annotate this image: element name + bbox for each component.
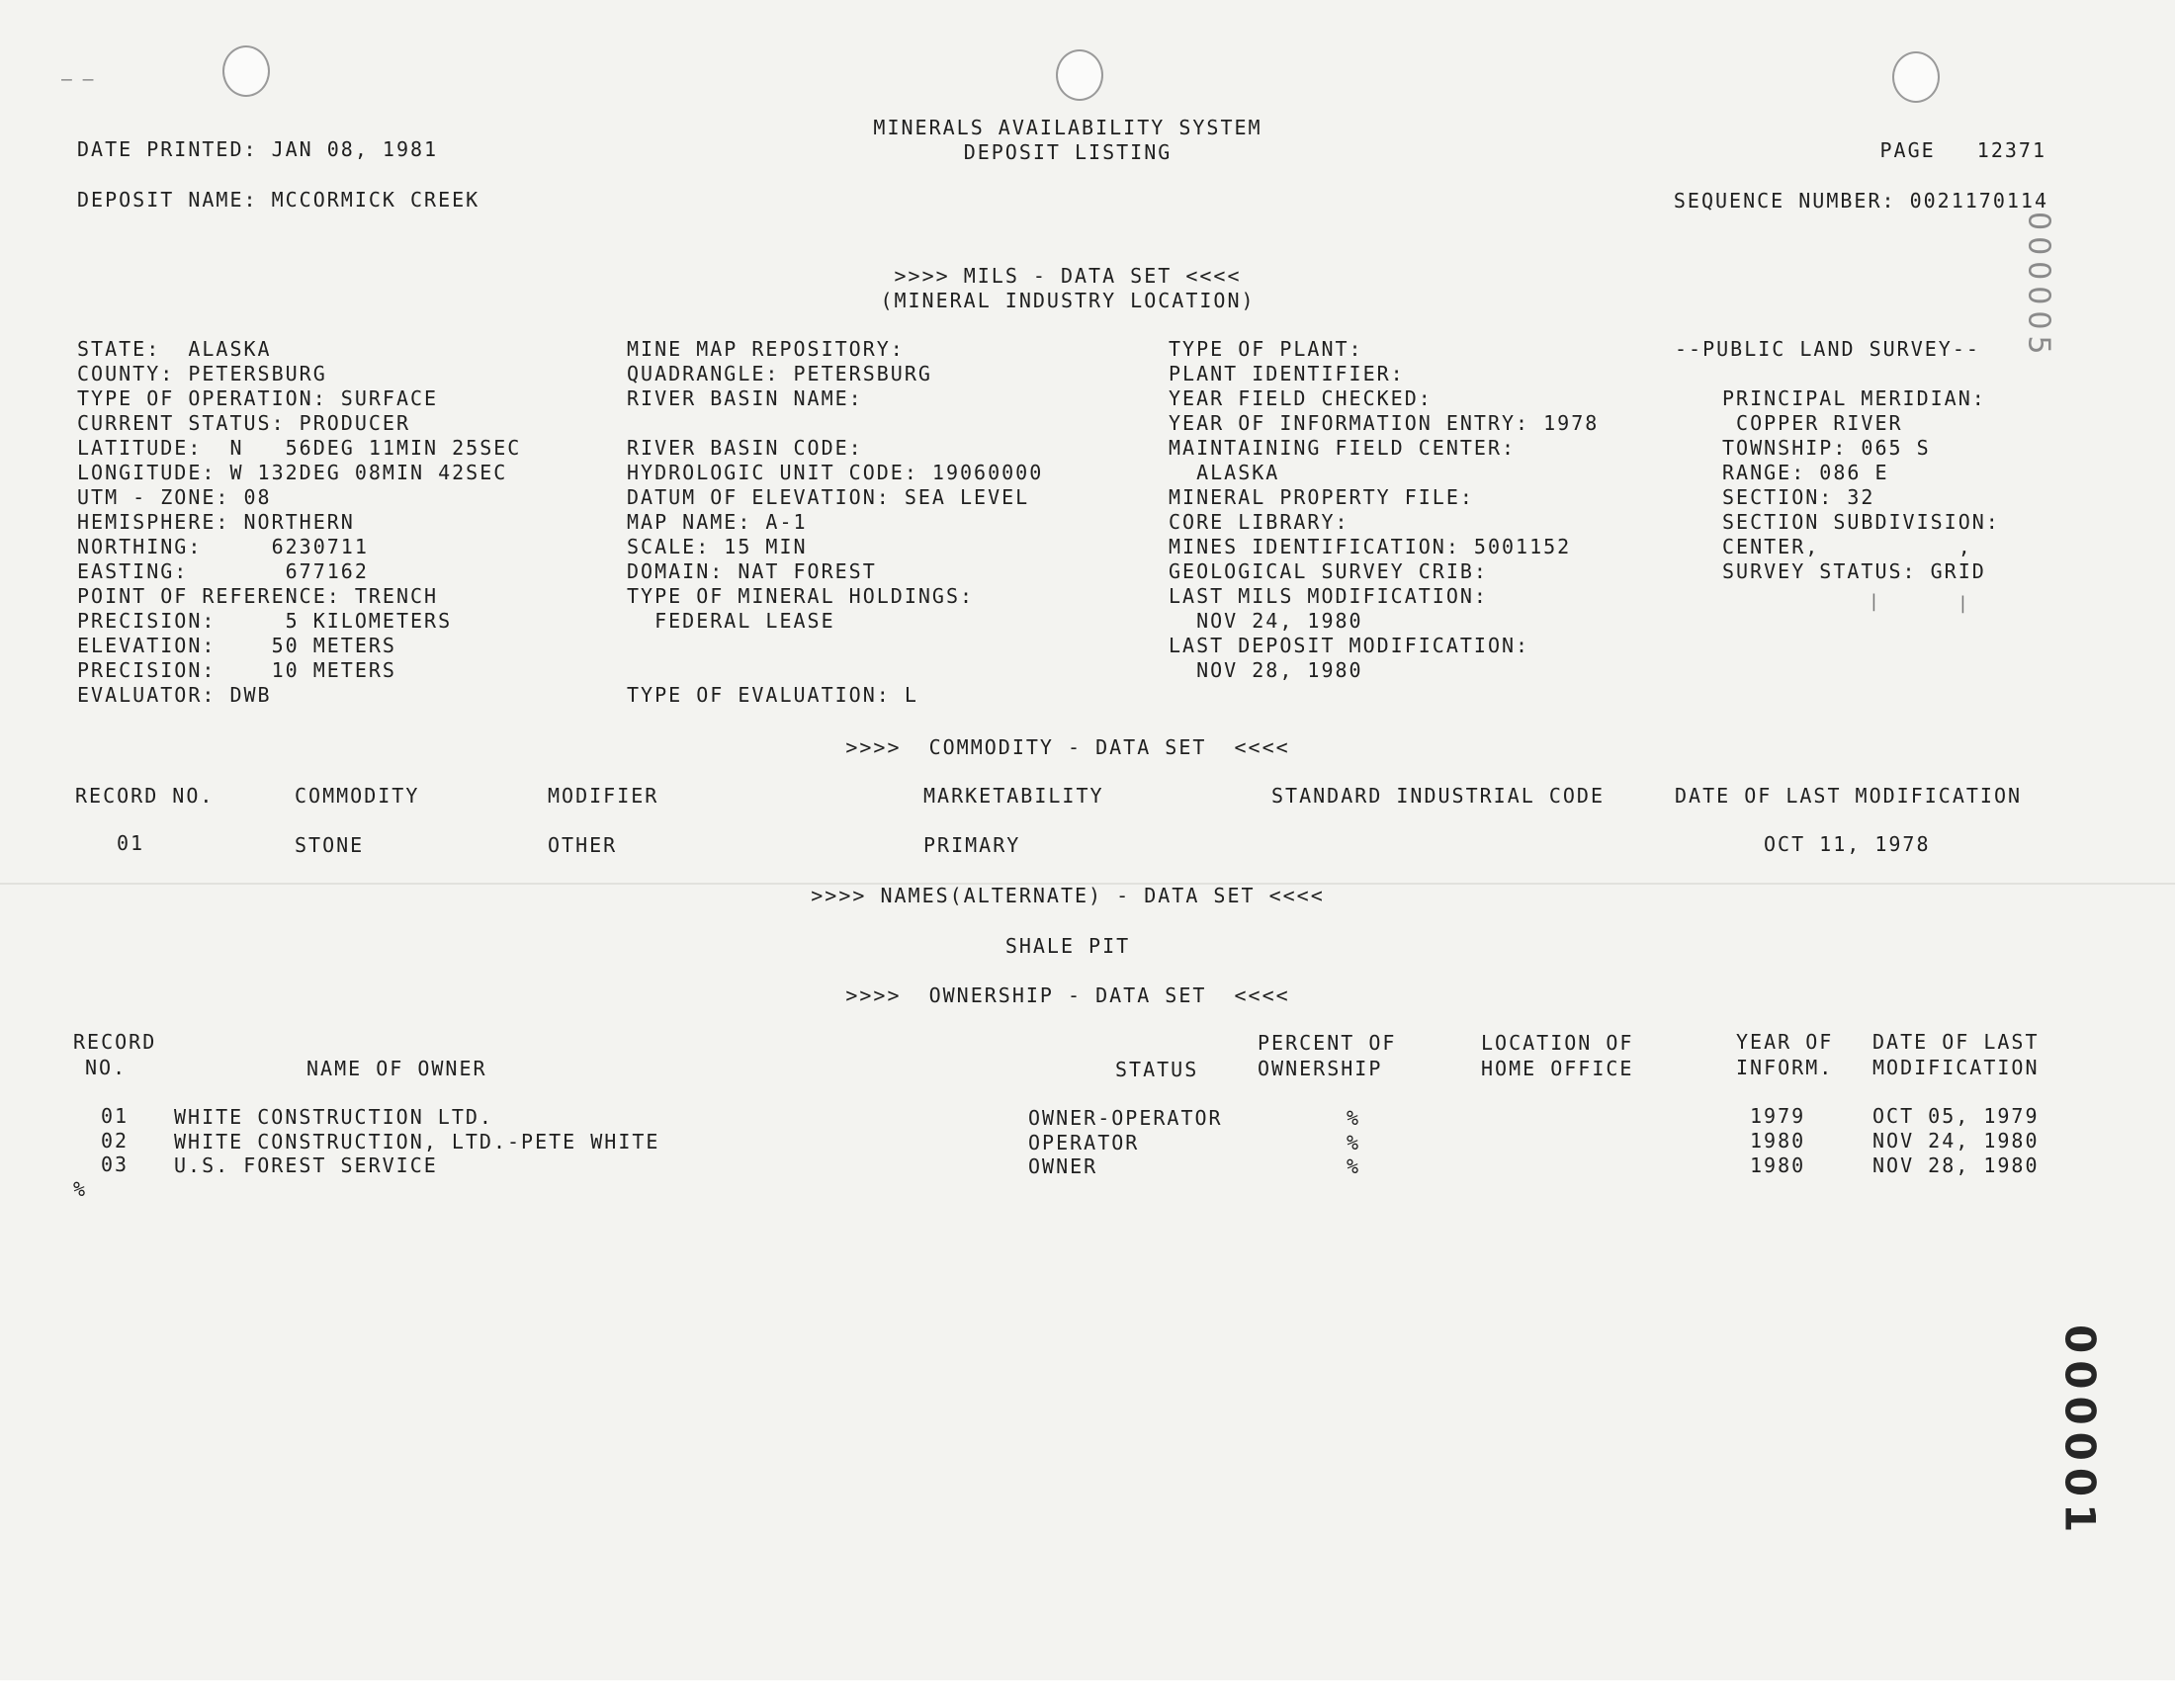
owner-year: 1979	[1750, 1104, 1806, 1128]
column-header: OWNERSHIP	[1258, 1057, 1383, 1080]
punch-hole	[222, 45, 270, 97]
owner-year: 1980	[1750, 1129, 1806, 1153]
field-line: DOMAIN: NAT FOREST	[627, 559, 877, 583]
owner-percent: %	[1347, 1154, 1361, 1178]
owner-status: OPERATOR	[1028, 1131, 1140, 1154]
field-line: RANGE: 086 E	[1722, 461, 1889, 484]
field-line: TOWNSHIP: 065 S	[1722, 436, 1931, 460]
field-line: SURVEY STATUS: GRID	[1722, 559, 1986, 583]
punch-hole	[1056, 49, 1103, 101]
field-line: CURRENT STATUS: PRODUCER	[77, 411, 410, 435]
field-line: MAINTAINING FIELD CENTER:	[1169, 436, 1517, 460]
field-line: HEMISPHERE: NORTHERN	[77, 510, 355, 534]
commodity-section-title: >>>> COMMODITY - DATA SET <<<<	[845, 735, 1290, 759]
owner-percent: %	[1347, 1131, 1361, 1154]
trailing-percent-mark: %	[73, 1177, 88, 1201]
field-line: PRECISION: 5 KILOMETERS	[77, 609, 453, 633]
field-line: UTM - ZONE: 08	[77, 485, 272, 509]
ownership-section-title: >>>> OWNERSHIP - DATA SET <<<<	[845, 983, 1290, 1007]
owner-year: 1980	[1750, 1153, 1806, 1177]
field-line: PLANT IDENTIFIER:	[1169, 362, 1405, 385]
column-header: MARKETABILITY	[923, 784, 1104, 808]
field-line: SECTION SUBDIVISION:	[1722, 510, 2000, 534]
column-header: YEAR OF	[1736, 1030, 1834, 1054]
page-edge	[0, 1680, 2175, 1708]
field-line: TYPE OF OPERATION: SURFACE	[77, 386, 439, 410]
field-line: NOV 28, 1980	[1169, 658, 1363, 682]
punch-hole	[1892, 51, 1940, 103]
field-line: GEOLOGICAL SURVEY CRIB:	[1169, 559, 1488, 583]
column-header: INFORM.	[1736, 1056, 1834, 1079]
field-line: ALASKA	[1169, 461, 1280, 484]
mils-section-subtitle: (MINERAL INDUSTRY LOCATION)	[880, 289, 1256, 312]
field-line: CENTER, ,	[1722, 535, 1972, 558]
names-section-title: >>>> NAMES(ALTERNATE) - DATA SET <<<<	[811, 884, 1325, 907]
field-line: YEAR FIELD CHECKED:	[1169, 386, 1433, 410]
column-header: MODIFIER	[548, 784, 659, 808]
owner-status: OWNER	[1028, 1154, 1098, 1178]
commodity-marketability: PRIMARY	[923, 833, 1021, 857]
column-header: STATUS	[1115, 1058, 1199, 1081]
field-line: POINT OF REFERENCE: TRENCH	[77, 584, 439, 608]
field-line: YEAR OF INFORMATION ENTRY: 1978	[1169, 411, 1600, 435]
field-line: TYPE OF MINERAL HOLDINGS:	[627, 584, 975, 608]
date-printed: DATE PRINTED: JAN 08, 1981	[77, 137, 439, 161]
field-line: STATE: ALASKA	[77, 337, 272, 361]
alternate-name: SHALE PIT	[1004, 934, 1131, 958]
field-line: SECTION: 32	[1722, 485, 1875, 509]
column-header: PERCENT OF	[1258, 1031, 1397, 1055]
record-no: 01	[117, 831, 145, 855]
pencil-tick: |	[1869, 591, 1879, 612]
column-header: LOCATION OF	[1481, 1031, 1634, 1055]
owner-name: WHITE CONSTRUCTION LTD.	[174, 1105, 493, 1129]
column-header: RECORD NO.	[75, 784, 215, 808]
column-header: STANDARD INDUSTRIAL CODE	[1271, 784, 1605, 808]
owner-percent: %	[1347, 1106, 1361, 1130]
column-header: DATE OF LAST	[1872, 1030, 2040, 1054]
field-line: QUADRANGLE: PETERSBURG	[627, 362, 932, 385]
owner-date: OCT 05, 1979	[1872, 1104, 2040, 1128]
field-line: SCALE: 15 MIN	[627, 535, 808, 558]
field-line: RIVER BASIN NAME:	[627, 386, 863, 410]
field-line: LATITUDE: N 56DEG 11MIN 25SEC	[77, 436, 522, 460]
owner-record-no: 02	[101, 1129, 130, 1153]
field-line: RIVER BASIN CODE:	[627, 436, 863, 460]
field-line: MINERAL PROPERTY FILE:	[1169, 485, 1474, 509]
column-header: COMMODITY	[295, 784, 420, 808]
owner-status: OWNER-OPERATOR	[1028, 1106, 1223, 1130]
field-line: EASTING: 677162	[77, 559, 369, 583]
system-title: MINERALS AVAILABILITY SYSTEM	[873, 116, 1262, 139]
field-line: EVALUATOR: DWB	[77, 683, 272, 707]
field-line: DATUM OF ELEVATION: SEA LEVEL	[627, 485, 1030, 509]
field-line: LONGITUDE: W 132DEG 08MIN 42SEC	[77, 461, 508, 484]
field-line: COUNTY: PETERSBURG	[77, 362, 327, 385]
owner-name: WHITE CONSTRUCTION, LTD.-PETE WHITE	[174, 1130, 660, 1153]
column-header: DATE OF LAST MODIFICATION	[1675, 784, 2023, 808]
listing-title: DEPOSIT LISTING	[963, 140, 1173, 164]
owner-date: NOV 24, 1980	[1872, 1129, 2040, 1153]
owner-date: NOV 28, 1980	[1872, 1153, 2040, 1177]
land-survey-title: --PUBLIC LAND SURVEY--	[1675, 337, 1980, 361]
field-line: HYDROLOGIC UNIT CODE: 19060000	[627, 461, 1044, 484]
field-line: CORE LIBRARY:	[1169, 510, 1349, 534]
field-line: ELEVATION: 50 METERS	[77, 634, 396, 657]
column-header: NO.	[85, 1056, 128, 1079]
commodity-name: STONE	[295, 833, 365, 857]
page-number: PAGE 12371	[1879, 138, 2046, 162]
sequence-number: SEQUENCE NUMBER: 0021170114	[1673, 189, 2048, 213]
column-header: RECORD	[73, 1030, 157, 1054]
owner-record-no: 01	[101, 1104, 130, 1128]
commodity-date: OCT 11, 1978	[1764, 832, 1931, 856]
field-line: PRINCIPAL MERIDIAN:	[1722, 386, 1986, 410]
column-header: MODIFICATION	[1872, 1056, 2040, 1079]
mils-section-title: >>>> MILS - DATA SET <<<<	[894, 264, 1242, 288]
pencil-tick: |	[1958, 593, 1968, 614]
margin-frame-number-top: 000005	[2021, 212, 2056, 361]
owner-record-no: 03	[101, 1153, 130, 1176]
field-line: TYPE OF PLANT:	[1169, 337, 1363, 361]
pencil-mark: – –	[61, 69, 94, 90]
field-line: MAP NAME: A-1	[627, 510, 808, 534]
field-line: LAST DEPOSIT MODIFICATION:	[1169, 634, 1530, 657]
deposit-name: DEPOSIT NAME: MCCORMICK CREEK	[77, 188, 480, 212]
column-header: NAME OF OWNER	[306, 1057, 487, 1080]
field-line: MINE MAP REPOSITORY:	[627, 337, 905, 361]
column-header: HOME OFFICE	[1481, 1057, 1634, 1080]
field-line: NOV 24, 1980	[1169, 609, 1363, 633]
field-line: TYPE OF EVALUATION: L	[627, 683, 918, 707]
margin-frame-number-bottom: 000001	[2055, 1324, 2105, 1540]
field-line: COPPER RIVER	[1722, 411, 1903, 435]
field-line: FEDERAL LEASE	[627, 609, 835, 633]
field-line: NORTHING: 6230711	[77, 535, 369, 558]
owner-name: U.S. FOREST SERVICE	[174, 1153, 438, 1177]
commodity-modifier: OTHER	[548, 833, 618, 857]
field-line: PRECISION: 10 METERS	[77, 658, 396, 682]
field-line: LAST MILS MODIFICATION:	[1169, 584, 1488, 608]
field-line: MINES IDENTIFICATION: 5001152	[1169, 535, 1572, 558]
